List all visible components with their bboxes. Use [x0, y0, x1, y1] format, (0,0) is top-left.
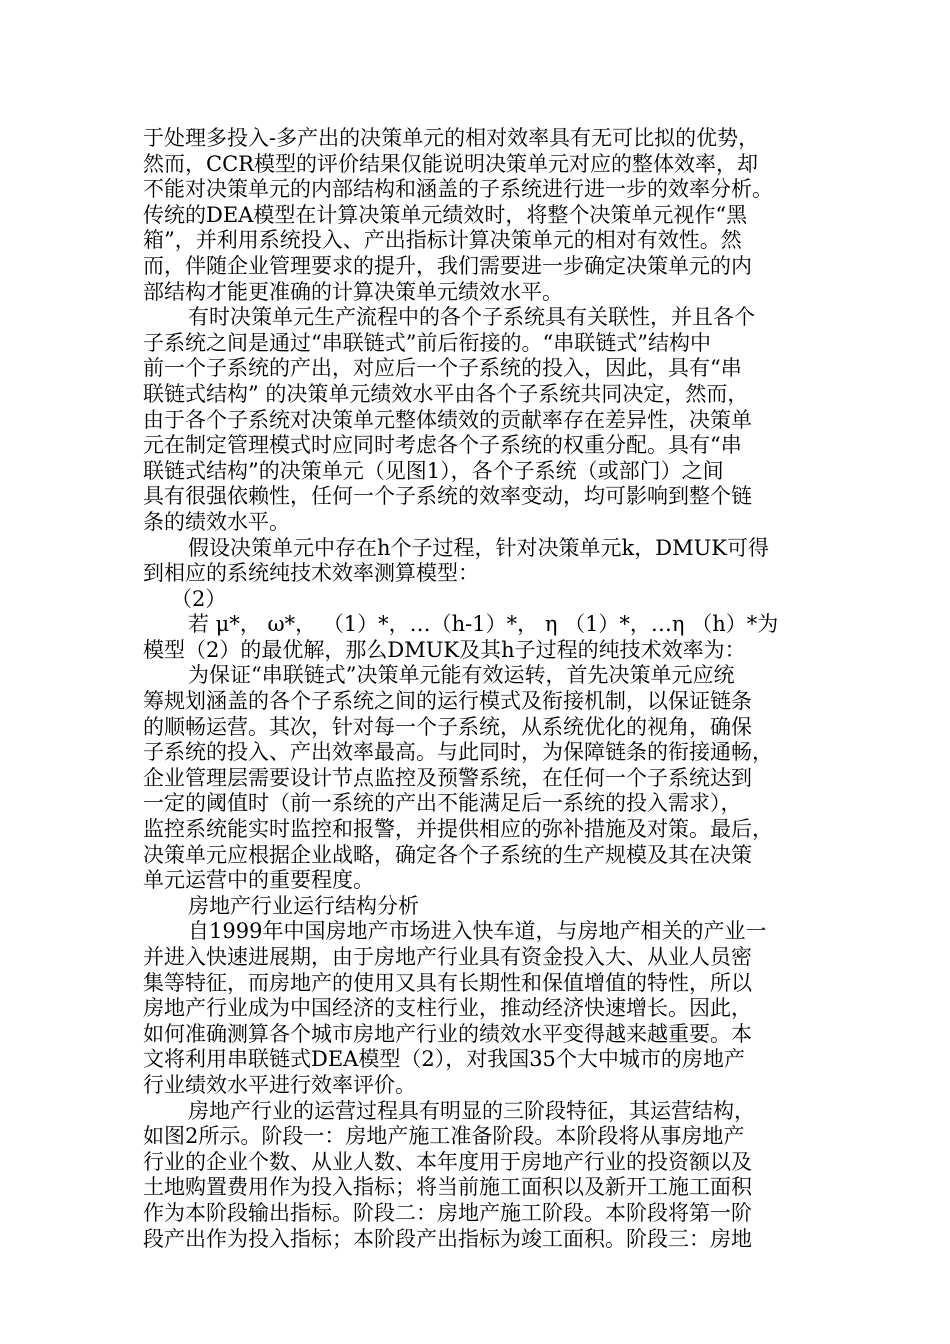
equation-label: （2） [171, 586, 227, 611]
text-line: 具有很强依赖性，任何一个子系统的效率变动，均可影响到整个链 [143, 484, 752, 509]
text-line: 如图2所示。阶段一：房地产施工准备阶段。本阶段将从事房地产 [143, 1124, 745, 1149]
text-line: 模型（2）的最优解，那么DMUK及其h子过程的纯技术效率为： [143, 637, 746, 662]
text-line: 一定的阈值时（前一系统的产出不能满足后一系统的投入需求）， [143, 791, 742, 816]
text-line: 元在制定管理模式时应同时考虑各个子系统的权重分配。具有“串 [143, 433, 742, 458]
text-line: 监控系统能实时监控和报警，并提供相应的弥补措施及对策。最后， [143, 817, 773, 842]
section-heading: 房地产行业运行结构分析 [188, 893, 419, 918]
text-line: 筹规划涵盖的各个子系统之间的运行模式及衔接机制，以保证链条 [143, 689, 752, 714]
text-line: 如何准确测算各个城市房地产行业的绩效水平变得越来越重要。本 [143, 1021, 752, 1046]
text-line: 前一个子系统的产出，对应后一个子系统的投入，因此，具有“串 [143, 356, 742, 381]
text-line: 联链式结构”的决策单元（见图1），各个子系统（或部门）之间 [143, 458, 724, 483]
paragraph-start-line: 假设决策单元中存在h个子过程，针对决策单元k，DMUK可得 [188, 535, 769, 560]
text-line: 子系统的投入、产出效率最高。与此同时，为保障链条的衔接通畅， [143, 740, 773, 765]
text-line: 决策单元应根据企业战略，确定各个子系统的生产规模及其在决策 [143, 842, 752, 867]
text-line: 并进入快速进展期，由于房地产行业具有资金投入大、从业人员密 [143, 945, 752, 969]
text-line: 段产出作为投入指标；本阶段产出指标为竣工面积。阶段三：房地 [143, 1226, 752, 1251]
text-line: 然而，CCR模型的评价结果仅能说明决策单元对应的整体效率，却 [143, 151, 758, 176]
text-line: 文将利用串联链式DEA模型（2），对我国35个大中城市的房地产 [143, 1047, 745, 1072]
text-line: 单元运营中的重要程度。 [143, 868, 374, 893]
text-line: 条的绩效水平。 [143, 509, 290, 534]
text-line: 行业的企业个数、从业人数、本年度用于房地产行业的投资额以及 [143, 1149, 752, 1174]
text-line: 的顺畅运营。其次，针对每一个子系统，从系统优化的视角，确保 [143, 714, 752, 739]
document-body [143, 126, 808, 1252]
text-line: 企业管理层需要设计节点监控及预警系统，在任何一个子系统达到 [143, 765, 752, 790]
paragraph-start-line: 若 μ*， ω*， （1）*，…（h-1）*， η （1）*，…η （h）*为 [188, 612, 779, 637]
text-line: 联链式结构” 的决策单元绩效水平由各个子系统共同决定，然而， [143, 381, 749, 406]
paragraph-start-line: 房地产行业的运营过程具有明显的三阶段特征，其运营结构， [188, 1098, 755, 1123]
paragraph-start-line: 自1999年中国房地产市场进入快车道，与房地产相关的产业一 [188, 919, 767, 944]
text-line: 集等特征，而房地产的使用又具有长期性和保值增值的特性，所以 [143, 970, 752, 995]
text-line: 于处理多投入-多产出的决策单元的相对效率具有无可比拟的优势， [143, 126, 760, 150]
text-line: 作为本阶段输出指标。阶段二：房地产施工阶段。本阶段将第一阶 [143, 1200, 752, 1225]
text-line: 箱”，并利用系统投入、产出指标计算决策单元的相对有效性。然 [143, 228, 742, 253]
text-line: 房地产行业成为中国经济的支柱行业，推动经济快速增长。因此， [143, 996, 752, 1021]
text-line: 传统的DEA模型在计算决策单元绩效时，将整个决策单元视作“黑 [143, 202, 748, 227]
text-line: 由于各个子系统对决策单元整体绩效的贡献率存在差异性，决策单 [143, 407, 752, 432]
text-line: 不能对决策单元的内部结构和涵盖的子系统进行进一步的效率分析。 [143, 177, 773, 202]
text-line: 子系统之间是通过“串联链式”前后衔接的。“串联链式”结构中 [143, 330, 711, 355]
paragraph-start-line: 为保证“串联链式”决策单元能有效运转，首先决策单元应统 [188, 663, 735, 688]
paragraph-start-line: 有时决策单元生产流程中的各个子系统具有关联性，并且各个 [188, 305, 755, 330]
text-line: 而，伴随企业管理要求的提升，我们需要进一步确定决策单元的内 [143, 253, 752, 278]
text-line: 土地购置费用作为投入指标；将当前施工面积以及新开工施工面积 [143, 1175, 752, 1200]
text-line: 部结构才能更准确的计算决策单元绩效水平。 [143, 279, 563, 304]
text-line: 行业绩效水平进行效率评价。 [143, 1072, 416, 1097]
text-line: 到相应的系统纯技术效率测算模型： [143, 561, 479, 586]
